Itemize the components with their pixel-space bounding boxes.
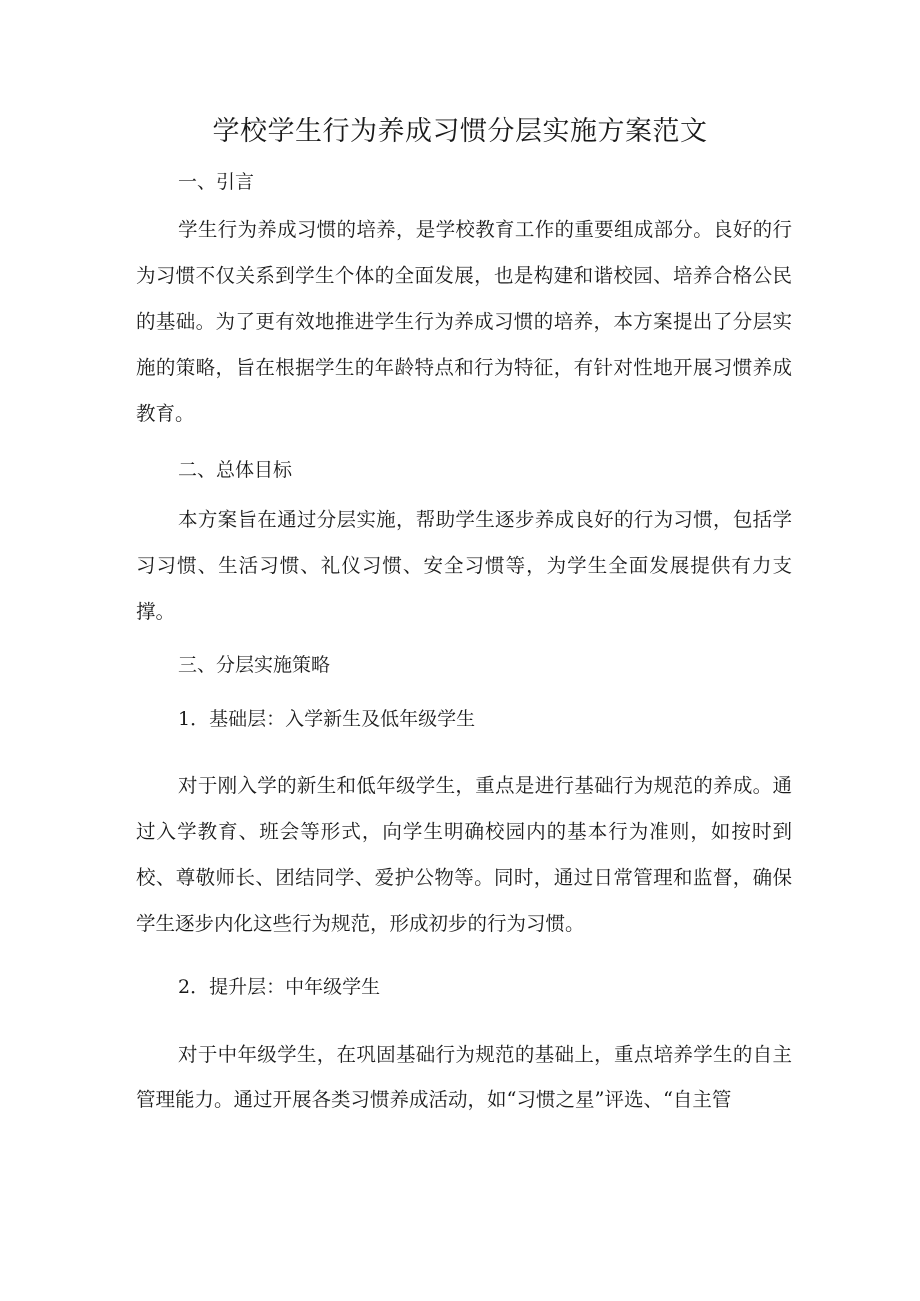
section-heading-strategy: 三、分层实施策略 (178, 654, 331, 676)
subsection-heading-basic: 1．基础层：入学新生及低年级学生 (178, 708, 476, 730)
paragraph-intro: 学生行为养成习惯的培养，是学校教育工作的重要组成部分。良好的行为习惯不仅关系到学生个体的全面发展，也是构建和谐校园、培养合格公民的基础。为了更有效地推进学生行为养成习惯的培养，本方案提出了分层实施的策略，旨在根据学生的年龄特点和行为特征，有针对性地开展习惯养成教育。 (136, 218, 792, 425)
document-title: 学校学生行为养成习惯分层实施方案范文 (212, 116, 708, 147)
paragraph-goal: 本方案旨在通过分层实施，帮助学生逐步养成良好的行为习惯，包括学习习惯、生活习惯、礼仪习惯、安全习惯等，为学生全面发展提供有力支撑。 (136, 508, 792, 623)
paragraph-advanced: 对于中年级学生，在巩固基础行为规范的基础上，重点培养学生的自主管理能力。通过开展各类习惯养成活动，如“习惯之星”评选、“自主管 (136, 1043, 792, 1111)
section-heading-goal: 二、总体目标 (178, 459, 293, 481)
section-heading-intro: 一、引言 (178, 171, 255, 193)
subsection-heading-advanced: 2．提升层：中年级学生 (178, 976, 381, 998)
paragraph-basic: 对于刚入学的新生和低年级学生，重点是进行基础行为规范的养成。通过入学教育、班会等形式，向学生明确校园内的基本行为准则，如按时到校、尊敬师长、团结同学、爱护公物等。同时，通过日常管理和监督，确保学生逐步内化这些行为规范，形成初步的行为习惯。 (136, 774, 792, 935)
